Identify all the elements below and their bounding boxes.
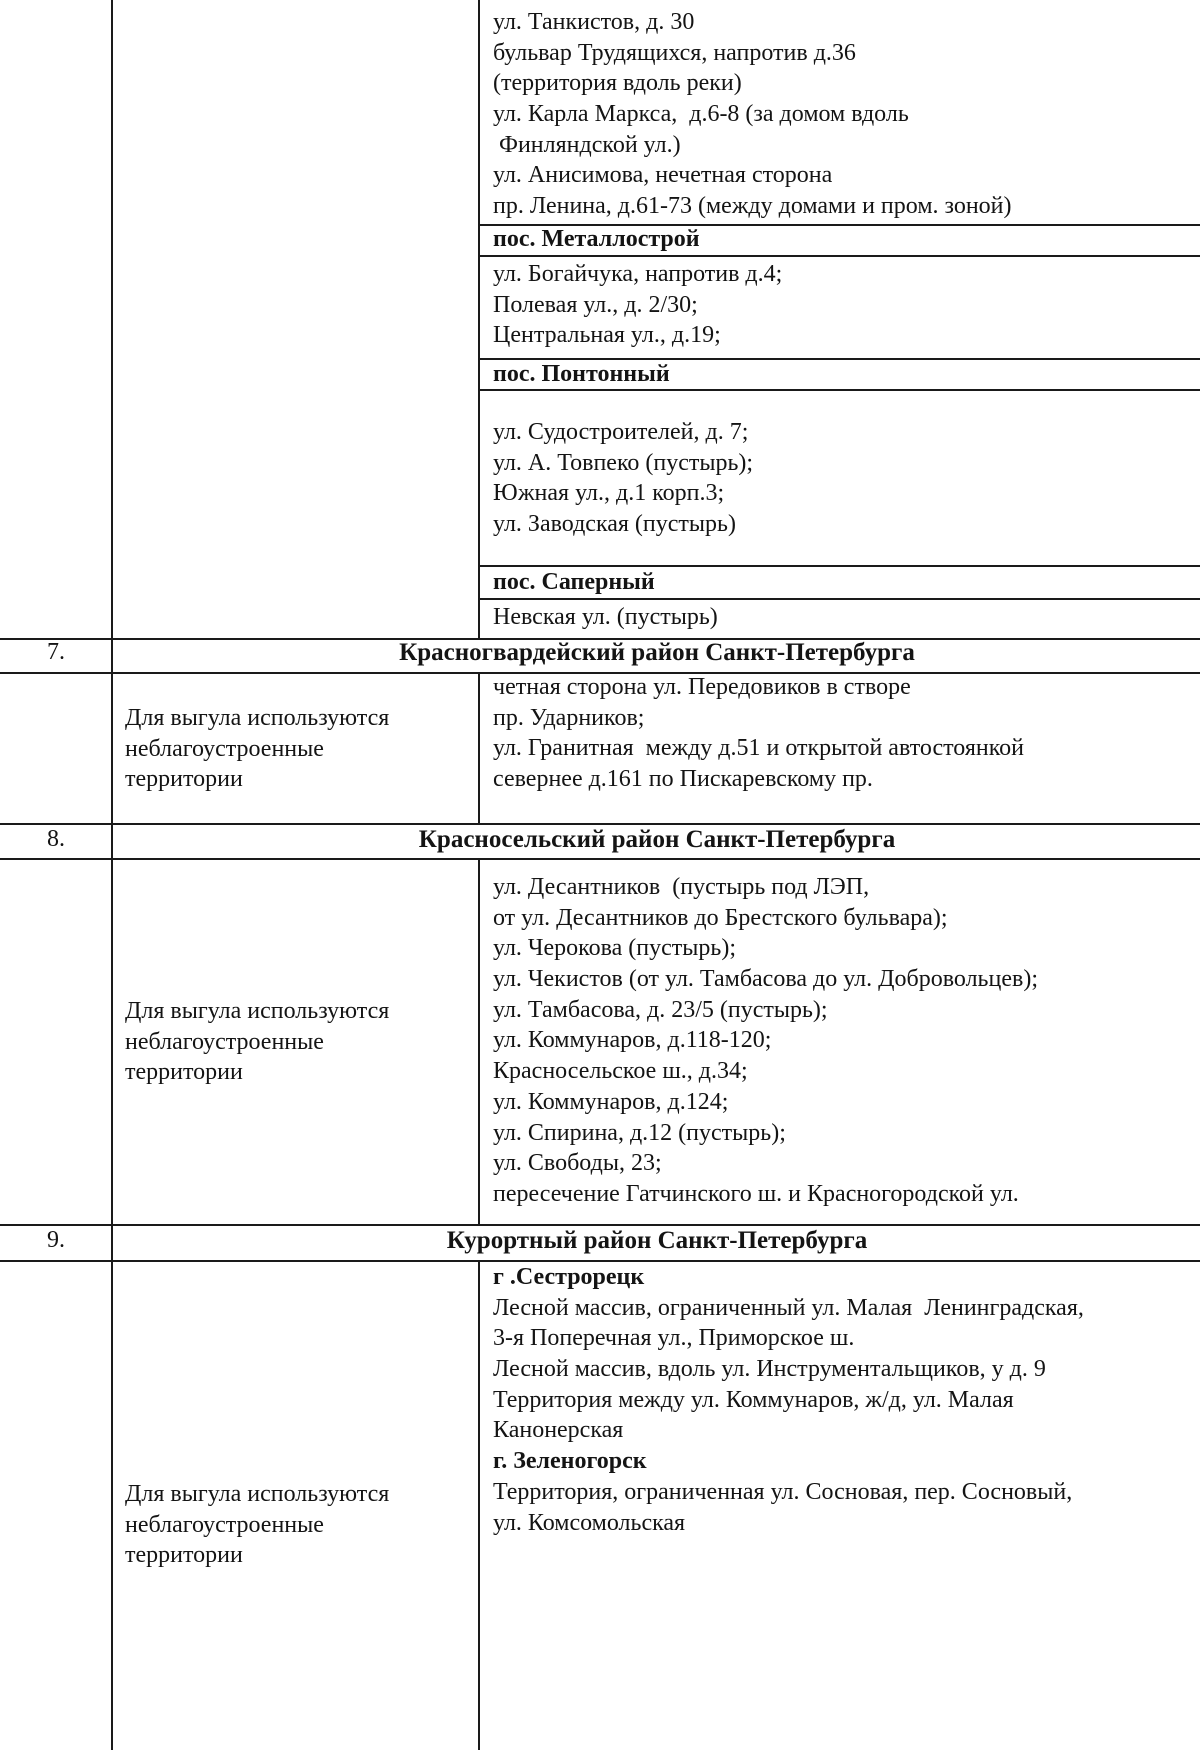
address-line: Лесной массив, ограниченный ул. Малая Ленинградская,: [493, 1294, 1084, 1321]
row-divider: [480, 255, 1200, 257]
address-line: ул. Черокова (пустырь);: [493, 935, 736, 962]
address-line: пересечение Гатчинского ш. и Красногородской ул.: [493, 1180, 1019, 1207]
description-line: территории: [125, 766, 243, 793]
address-line: ул. Карла Маркса, д.6-8 (за домом вдоль: [493, 101, 909, 128]
address-line: ул. Чекистов (от ул. Тамбасова до ул. Добровольцев);: [493, 966, 1038, 993]
address-line: ул. Танкистов, д. 30: [493, 9, 695, 35]
district-title: Красногвардейский район Санкт-Петербурга: [399, 639, 915, 666]
row-number: 8.: [47, 826, 65, 852]
address-list: [493, 872, 1038, 1210]
address-list: [493, 259, 782, 351]
address-line: пр. Ударников;: [493, 704, 645, 731]
address-line: ул. А. Товпеко (пустырь);: [493, 449, 754, 476]
settlement-heading: г. Зеленогорск: [493, 1448, 647, 1475]
settlement-heading: г .Сестрорецк: [493, 1264, 645, 1290]
address-list: [493, 417, 753, 540]
row-description: [125, 1479, 389, 1571]
address-line: ул. Свободы, 23;: [493, 1150, 662, 1177]
address-line: Лесной массив, вдоль ул. Инструментальщиков, у д. 9: [493, 1356, 1046, 1383]
address-list: [493, 7, 1012, 222]
description-line: неблагоустроенные: [125, 735, 324, 762]
district-title: Курортный район Санкт-Петербурга: [446, 1227, 868, 1254]
settlement-heading: пос. Понтонный: [493, 361, 670, 387]
table-border-mid-col: [478, 674, 480, 824]
address-line: Территория, ограниченная ул. Сосновая, пер. Сосновый,: [493, 1478, 1073, 1505]
address-line: севернее д.161 по Пискаревскому пр.: [493, 766, 873, 793]
district-title: Красносельский район Санкт-Петербурга: [418, 826, 896, 853]
address-line: Канонерская: [493, 1417, 624, 1444]
address-line: Полевая ул., д. 2/30;: [493, 291, 698, 318]
table-border-mid-col: [478, 1262, 480, 1750]
address-line: ул. Судостроителей, д. 7;: [493, 419, 749, 445]
address-line: ул. Коммунаров, д.118-120;: [493, 1027, 772, 1054]
address-line: Финляндской ул.): [493, 131, 681, 158]
address-line: Территория между ул. Коммунаров, ж/д, ул. Малая: [493, 1386, 1014, 1413]
settlement-heading: пос. Саперный: [493, 569, 655, 595]
address-line: ул. Тамбасова, д. 23/5 (пустырь);: [493, 996, 828, 1023]
row-number: 9.: [47, 1227, 65, 1253]
address-list: [493, 672, 1024, 795]
address-line: бульвар Трудящихся, напротив д.36: [493, 39, 856, 66]
address-line: Южная ул., д.1 корп.3;: [493, 480, 725, 507]
row-divider: [0, 823, 1200, 825]
address-line: Невская ул. (пустырь): [493, 604, 718, 630]
address-line: Красносельское ш., д.34;: [493, 1058, 748, 1085]
row-divider: [0, 858, 1200, 860]
row-description: [125, 703, 389, 795]
address-line: ул. Анисимова, нечетная сторона: [493, 162, 833, 189]
description-line: неблагоустроенные: [125, 1028, 324, 1055]
address-line: (территория вдоль реки): [493, 70, 742, 97]
address-list: [493, 1262, 1084, 1538]
address-line: четная сторона ул. Передовиков в створе: [493, 674, 911, 700]
address-line: ул. Коммунаров, д.124;: [493, 1088, 729, 1115]
row-number: 7.: [47, 639, 65, 665]
table-border-mid-col: [478, 0, 480, 638]
table-border-left-col: [111, 0, 113, 1750]
address-line: ул. Десантников (пустырь под ЛЭП,: [493, 874, 870, 900]
row-divider: [480, 598, 1200, 600]
address-line: 3-я Поперечная ул., Приморское ш.: [493, 1325, 855, 1352]
address-line: ул. Гранитная между д.51 и открытой автостоянкой: [493, 735, 1024, 762]
address-line: ул. Спирина, д.12 (пустырь);: [493, 1119, 786, 1146]
description-line: Для выгула используются: [125, 1481, 390, 1507]
row-description: [125, 996, 389, 1088]
address-line: ул. Комсомольская: [493, 1509, 686, 1536]
address-line: Центральная ул., д.19;: [493, 322, 721, 349]
address-line: от ул. Десантников до Брестского бульвара);: [493, 904, 948, 931]
address-line: ул. Богайчука, напротив д.4;: [493, 261, 783, 287]
description-line: Для выгула используются: [125, 998, 390, 1024]
settlement-heading: пос. Металлострой: [493, 226, 700, 252]
table-border-mid-col: [478, 860, 480, 1224]
description-line: территории: [125, 1542, 243, 1569]
description-line: Для выгула используются: [125, 705, 390, 731]
address-list: [493, 602, 718, 633]
row-divider: [0, 1224, 1200, 1226]
address-line: пр. Ленина, д.61-73 (между домами и пром. зоной): [493, 193, 1012, 220]
address-line: ул. Заводская (пустырь): [493, 511, 736, 538]
description-line: неблагоустроенные: [125, 1511, 324, 1538]
description-line: территории: [125, 1059, 243, 1086]
